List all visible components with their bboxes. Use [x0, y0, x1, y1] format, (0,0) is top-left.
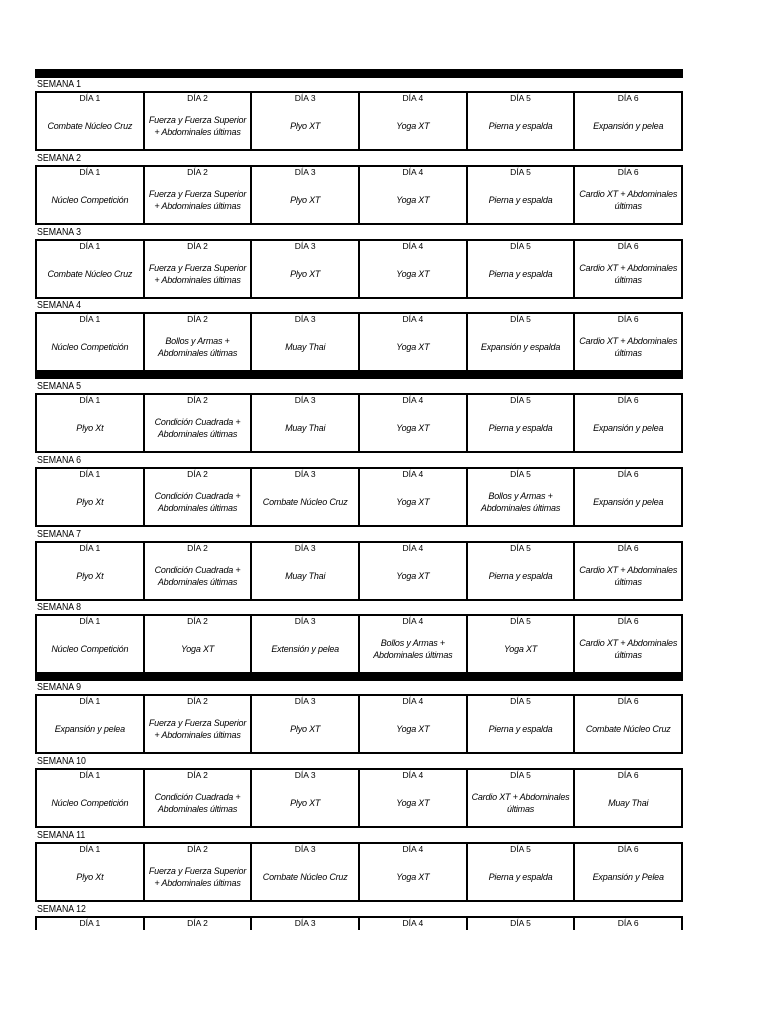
day-cell	[252, 770, 360, 826]
workout-name: Muay Thai	[285, 423, 326, 433]
workout-name: Extensión y pelea	[271, 644, 339, 654]
week-schedule-row	[35, 842, 683, 902]
workout-name: Condición Cuadrada + Abdominales últimas	[154, 565, 241, 587]
workout-name: Expansión y pelea	[593, 423, 664, 433]
day-cell	[360, 844, 468, 900]
day-header: DÍA 6	[617, 543, 639, 553]
day-header: DÍA 1	[79, 167, 101, 177]
day-cell	[575, 918, 681, 930]
workout-name: Expansión y pelea	[593, 121, 664, 131]
week-schedule-row	[35, 694, 683, 754]
day-cell	[468, 167, 576, 223]
workout-name: Cardio XT + Abdominales últimas	[579, 263, 678, 285]
section-divider-bar	[35, 673, 683, 681]
day-header: DÍA 6	[617, 241, 639, 251]
day-header: DÍA 4	[402, 314, 424, 324]
day-cell	[37, 918, 145, 930]
workout-name: Plyo Xt	[76, 423, 104, 433]
workout-name: Plyo Xt	[76, 571, 104, 581]
day-cell	[145, 395, 253, 451]
day-cell	[468, 770, 576, 826]
day-cell	[37, 93, 145, 149]
day-cell	[252, 314, 360, 370]
day-cell	[360, 314, 468, 370]
day-header: DÍA 3	[294, 314, 316, 324]
day-header: DÍA 4	[402, 395, 424, 405]
day-cell	[37, 167, 145, 223]
workout-name: Muay Thai	[285, 342, 326, 352]
workout-name: Muay Thai	[285, 571, 326, 581]
day-cell	[468, 395, 576, 451]
workout-name: Yoga XT	[396, 195, 430, 205]
day-header: DÍA 5	[510, 469, 531, 479]
week-label: SEMANA 4	[37, 300, 82, 311]
day-header: DÍA 1	[79, 93, 101, 103]
day-header: DÍA 6	[617, 93, 639, 103]
day-cell	[575, 844, 681, 900]
day-header: DÍA 3	[294, 395, 316, 405]
day-cell	[145, 696, 253, 752]
day-header: DÍA 3	[294, 770, 316, 780]
day-header: DÍA 6	[617, 918, 639, 928]
workout-name: Plyo Xt	[76, 872, 104, 882]
day-header: DÍA 4	[402, 543, 424, 553]
day-header: DÍA 1	[79, 469, 101, 479]
workout-name: Cardio XT + Abdominales últimas	[579, 336, 678, 358]
week-schedule-row	[35, 165, 683, 225]
day-header: DÍA 5	[510, 167, 531, 177]
week-schedule-row	[35, 312, 683, 372]
workout-name: Pierna y espalda	[488, 571, 553, 581]
day-cell	[37, 314, 145, 370]
day-header: DÍA 5	[510, 93, 531, 103]
week-label: SEMANA 10	[37, 756, 86, 767]
day-cell	[145, 543, 253, 599]
day-header: DÍA 5	[510, 395, 531, 405]
day-header: DÍA 5	[510, 241, 531, 251]
day-header: DÍA 2	[187, 844, 208, 854]
workout-name: Yoga XT	[396, 724, 430, 734]
workout-name: Cardio XT + Abdominales últimas	[579, 638, 678, 660]
workout-name: Condición Cuadrada + Abdominales últimas	[154, 792, 241, 814]
day-cell	[468, 844, 576, 900]
day-cell	[145, 770, 253, 826]
workout-name: Yoga XT	[396, 798, 430, 808]
week-schedule-row	[35, 467, 683, 527]
day-cell	[468, 241, 576, 297]
day-cell	[360, 469, 468, 525]
day-cell	[252, 241, 360, 297]
day-header: DÍA 2	[187, 93, 208, 103]
workout-name: Núcleo Competición	[51, 342, 129, 352]
day-header: DÍA 2	[187, 314, 208, 324]
day-header: DÍA 5	[510, 770, 531, 780]
week-label: SEMANA 2	[37, 153, 82, 164]
day-cell	[575, 93, 681, 149]
workout-name: Condición Cuadrada + Abdominales últimas	[154, 417, 241, 439]
day-cell	[37, 616, 145, 672]
workout-name: Fuerza y Fuerza Superior + Abdominales últimas	[148, 115, 247, 137]
workout-name: Fuerza y Fuerza Superior + Abdominales últimas	[148, 718, 247, 740]
day-header: DÍA 2	[187, 395, 208, 405]
day-header: DÍA 3	[294, 469, 316, 479]
day-cell	[37, 241, 145, 297]
day-cell	[575, 395, 681, 451]
week-label: SEMANA 9	[37, 682, 82, 693]
workout-name: Fuerza y Fuerza Superior + Abdominales últimas	[148, 263, 247, 285]
day-header: DÍA 4	[402, 241, 424, 251]
workout-name: Yoga XT	[396, 121, 430, 131]
workout-name: Yoga XT	[503, 644, 538, 654]
day-header: DÍA 1	[79, 314, 101, 324]
day-cell	[575, 616, 681, 672]
workout-name: Bollos y Armas + Abdominales últimas	[373, 638, 453, 660]
day-header: DÍA 2	[187, 616, 208, 626]
workout-name: Yoga XT	[396, 872, 430, 882]
workout-name: Muay Thai	[608, 798, 649, 808]
day-header: DÍA 3	[294, 93, 316, 103]
day-cell	[252, 696, 360, 752]
day-header: DÍA 4	[402, 770, 424, 780]
day-header: DÍA 1	[79, 395, 101, 405]
workout-name: Bollos y Armas + Abdominales últimas	[480, 491, 561, 513]
workout-name: Combate Núcleo Cruz	[262, 497, 348, 507]
workout-name: Plyo XT	[290, 724, 321, 734]
workout-name: Yoga XT	[396, 423, 430, 433]
day-cell	[252, 469, 360, 525]
workout-name: Cardio XT + Abdominales últimas	[471, 792, 570, 814]
week-schedule-row	[35, 393, 683, 453]
day-cell	[575, 167, 681, 223]
workout-name: Condición Cuadrada + Abdominales últimas	[154, 491, 241, 513]
workout-name: Yoga XT	[396, 269, 430, 279]
day-header: DÍA 6	[617, 844, 639, 854]
workout-name: Plyo XT	[290, 195, 321, 205]
workout-name: Pierna y espalda	[488, 121, 553, 131]
day-header: DÍA 1	[79, 844, 101, 854]
week-label: SEMANA 11	[37, 830, 86, 841]
workout-name: Plyo XT	[290, 798, 321, 808]
day-cell	[145, 918, 253, 930]
week-label: SEMANA 8	[37, 602, 82, 613]
day-header: DÍA 3	[294, 696, 316, 706]
day-header: DÍA 1	[79, 616, 101, 626]
week-schedule-row	[35, 541, 683, 601]
week-schedule-row	[35, 768, 683, 828]
day-header: DÍA 6	[617, 696, 639, 706]
workout-name: Yoga XT	[180, 644, 215, 654]
day-header: DÍA 3	[294, 241, 316, 251]
day-header: DÍA 4	[402, 844, 424, 854]
day-cell	[360, 93, 468, 149]
day-header: DÍA 2	[187, 918, 208, 928]
workout-name: Expansión y Pelea	[592, 872, 664, 882]
day-header: DÍA 1	[79, 543, 101, 553]
day-header: DÍA 4	[402, 93, 424, 103]
day-cell	[360, 616, 468, 672]
workout-name: Pierna y espalda	[488, 724, 553, 734]
day-cell	[252, 93, 360, 149]
week-label: SEMANA 7	[37, 529, 82, 540]
day-cell	[145, 314, 253, 370]
day-cell	[145, 167, 253, 223]
day-header: DÍA 6	[617, 770, 639, 780]
day-cell	[37, 844, 145, 900]
day-header: DÍA 5	[510, 616, 531, 626]
week-schedule-row	[35, 91, 683, 151]
day-header: DÍA 2	[187, 167, 208, 177]
day-cell	[145, 93, 253, 149]
day-cell	[468, 469, 576, 525]
day-header: DÍA 6	[617, 314, 639, 324]
day-cell	[37, 770, 145, 826]
day-header: DÍA 6	[617, 469, 639, 479]
day-header: DÍA 2	[187, 696, 208, 706]
day-cell	[252, 167, 360, 223]
day-header: DÍA 5	[510, 314, 531, 324]
day-cell	[575, 469, 681, 525]
day-header: DÍA 5	[510, 543, 531, 553]
day-cell	[252, 844, 360, 900]
day-cell	[468, 93, 576, 149]
day-header: DÍA 6	[617, 167, 639, 177]
week-schedule-row	[35, 614, 683, 674]
day-cell	[360, 395, 468, 451]
workout-name: Expansión y pelea	[54, 724, 125, 734]
workout-name: Fuerza y Fuerza Superior + Abdominales últimas	[148, 866, 247, 888]
day-cell	[575, 241, 681, 297]
day-header: DÍA 2	[187, 543, 208, 553]
day-header: DÍA 1	[79, 241, 101, 251]
week-schedule-row	[35, 239, 683, 299]
day-cell	[145, 241, 253, 297]
workout-name: Yoga XT	[396, 571, 430, 581]
workout-name: Plyo XT	[290, 121, 321, 131]
day-cell	[360, 696, 468, 752]
day-cell	[575, 696, 681, 752]
workout-name: Combate Núcleo Cruz	[47, 269, 133, 279]
workout-name: Núcleo Competición	[51, 644, 129, 654]
day-cell	[468, 314, 576, 370]
day-cell	[575, 543, 681, 599]
day-header: DÍA 1	[79, 696, 101, 706]
day-cell	[468, 696, 576, 752]
workout-name: Combate Núcleo Cruz	[262, 872, 348, 882]
day-header: DÍA 2	[187, 770, 208, 780]
day-header: DÍA 4	[402, 469, 424, 479]
section-divider-bar	[35, 371, 683, 379]
day-header: DÍA 3	[294, 844, 316, 854]
day-header: DÍA 2	[187, 469, 208, 479]
day-cell	[575, 314, 681, 370]
day-header: DÍA 4	[402, 696, 424, 706]
day-cell	[360, 241, 468, 297]
day-header: DÍA 4	[402, 167, 424, 177]
workout-name: Pierna y espalda	[488, 269, 553, 279]
day-cell	[468, 616, 576, 672]
day-header: DÍA 1	[79, 918, 101, 928]
day-cell	[145, 469, 253, 525]
workout-name: Expansión y espalda	[480, 342, 561, 352]
day-cell	[575, 770, 681, 826]
day-cell	[145, 616, 253, 672]
workout-name: Combate Núcleo Cruz	[585, 724, 671, 734]
day-header: DÍA 3	[294, 167, 316, 177]
day-header: DÍA 3	[294, 543, 316, 553]
day-cell	[252, 395, 360, 451]
day-cell	[360, 918, 468, 930]
workout-name: Núcleo Competición	[51, 195, 129, 205]
workout-name: Expansión y pelea	[593, 497, 664, 507]
workout-name: Cardio XT + Abdominales últimas	[579, 189, 678, 211]
day-cell	[252, 543, 360, 599]
day-cell	[37, 395, 145, 451]
day-cell	[360, 770, 468, 826]
day-header: DÍA 6	[617, 616, 639, 626]
workout-name: Pierna y espalda	[488, 423, 553, 433]
day-cell	[252, 616, 360, 672]
day-cell	[37, 469, 145, 525]
day-cell	[37, 696, 145, 752]
day-header: DÍA 3	[294, 616, 316, 626]
workout-name: Bollos y Armas + Abdominales últimas	[157, 336, 238, 358]
workout-name: Cardio XT + Abdominales últimas	[579, 565, 678, 587]
week-label: SEMANA 12	[37, 904, 86, 915]
day-cell	[468, 543, 576, 599]
day-cell	[360, 167, 468, 223]
day-header: DÍA 4	[402, 918, 424, 928]
day-header: DÍA 6	[617, 395, 639, 405]
day-cell	[468, 918, 576, 930]
day-header: DÍA 5	[510, 918, 531, 928]
day-cell	[360, 543, 468, 599]
workout-name: Plyo XT	[290, 269, 321, 279]
workout-name: Combate Núcleo Cruz	[47, 121, 133, 131]
week-label: SEMANA 6	[37, 455, 82, 466]
day-header: DÍA 2	[187, 241, 208, 251]
day-header: DÍA 1	[79, 770, 101, 780]
day-header: DÍA 5	[510, 696, 531, 706]
workout-name: Pierna y espalda	[488, 195, 553, 205]
week-label: SEMANA 3	[37, 227, 82, 238]
workout-name: Yoga XT	[396, 342, 430, 352]
day-cell	[252, 918, 360, 930]
workout-name: Yoga XT	[396, 497, 430, 507]
day-header: DÍA 3	[294, 918, 316, 928]
workout-name: Plyo Xt	[76, 497, 104, 507]
week-label: SEMANA 1	[37, 79, 82, 90]
day-cell	[37, 543, 145, 599]
workout-name: Fuerza y Fuerza Superior + Abdominales últimas	[148, 189, 247, 211]
day-cell	[145, 844, 253, 900]
day-header: DÍA 4	[402, 616, 424, 626]
week-label: SEMANA 5	[37, 381, 82, 392]
section-divider-bar	[35, 69, 683, 78]
week-schedule-row	[35, 916, 683, 930]
workout-name: Pierna y espalda	[488, 872, 553, 882]
workout-name: Núcleo Competición	[51, 798, 129, 808]
day-header: DÍA 5	[510, 844, 531, 854]
